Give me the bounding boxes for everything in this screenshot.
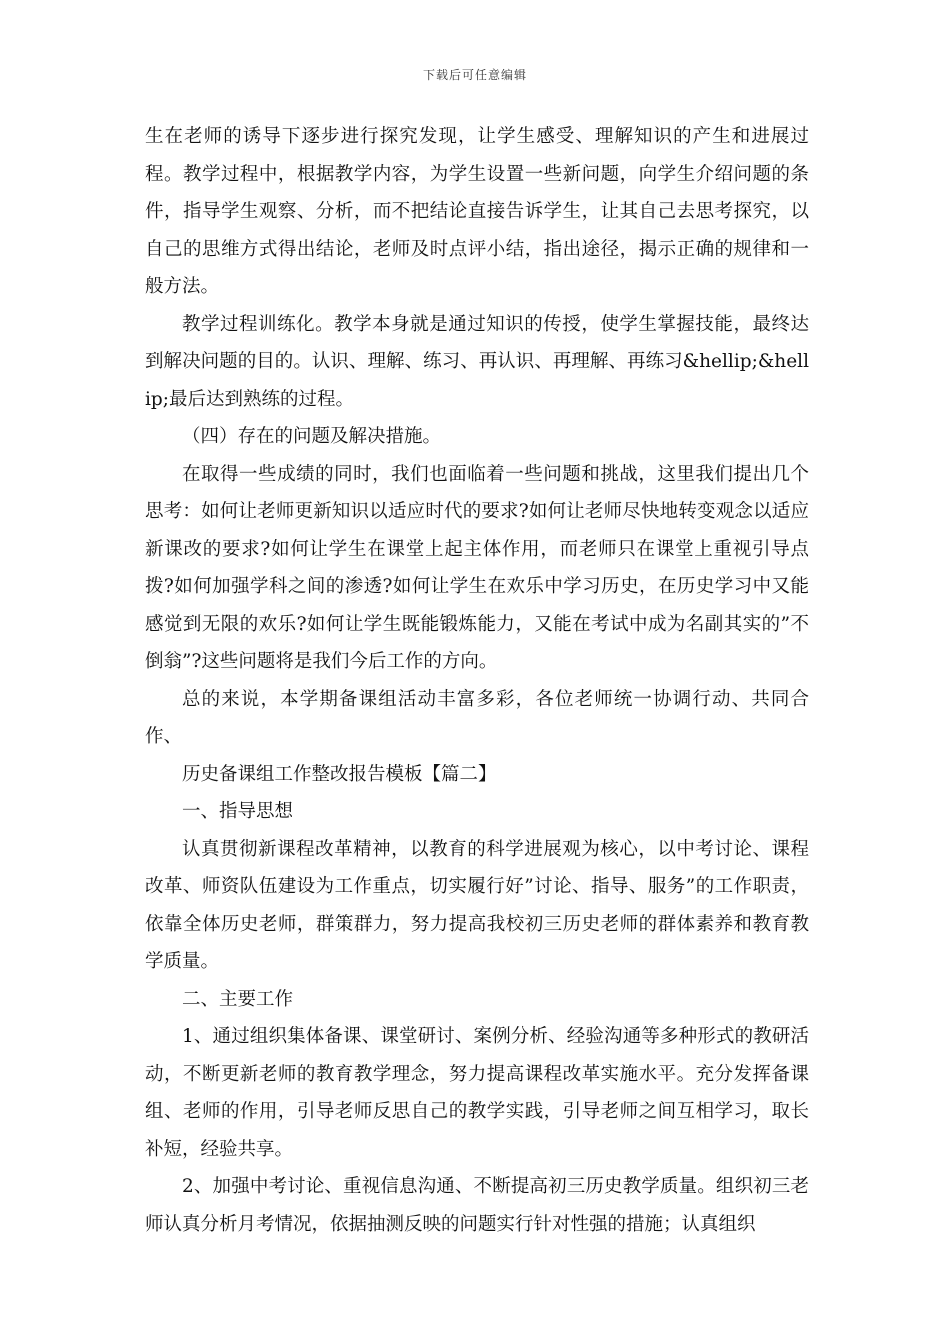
page-header: 下载后可任意编辑 [422, 68, 527, 82]
paragraph-work-item-1: 1、通过组织集体备课、课堂研讨、案例分析、经验沟通等多种形式的教研活动，不断更新老师的教育教学理念，努力提高课程改革实施水平。充分发挥备课组、老师的作用，引导老师反思自己的教学实践，引导老师之间互相学习，取长补短，经验共享。 [145, 1026, 809, 1160]
paragraph-guiding-thought: 认真贯彻新课程改革精神，以教育的科学进展观为核心，以中考讨论、课程改革、师资队伍建设为工作重点，切实履行好”讨论、指导、服务”的工作职责，依靠全体历史老师，群策群力，努力提高我校初三历史老师的群体素养和教育教学质量。 [145, 838, 809, 972]
paragraph-continuation: 生在老师的诱导下逐步进行探究发现，让学生感受、理解知识的产生和进展过程。教学过程中，根据教学内容，为学生设置一些新问题，向学生介绍问题的条件，指导学生观察、分析，而不把结论直接告诉学生，让其自己去思考探究，以自己的思维方式得出结论，老师及时点评小结，指出途径，揭示正确的规律和一般方法。 [145, 126, 809, 297]
paragraph-work-item-2: 2、加强中考讨论、重视信息沟通、不断提高初三历史教学质量。组织初三老师认真分析月考情况，依据抽测反映的问题实行针对性强的措施；认真组织 [145, 1176, 809, 1235]
section-heading-main-work: 二、主要工作 [182, 988, 294, 1010]
section-heading-problems: （四）存在的问题及解决措施。 [182, 426, 442, 447]
paragraph-summary: 总的来说，本学期备课组活动丰富多彩，各位老师统一协调行动、共同合作、 [145, 688, 809, 747]
section-heading-guiding-thought: 一、指导思想 [182, 801, 294, 822]
article-title-part-two: 历史备课组工作整改报告模板【篇二】 [182, 763, 497, 785]
paragraph-training: 教学过程训练化。教学本身就是通过知识的传授，使学生掌握技能，最终达到解决问题的目的。认识、理解、练习、再认识、再理解、再练习&hellip;&hellip;最后达到熟练的过程。 [145, 313, 809, 410]
paragraph-challenges: 在取得一些成绩的同时，我们也面临着一些问题和挑战，这里我们提出几个思考：如何让老师更新知识以适应时代的要求?如何让老师尽快地转变观念以适应新课改的要求?如何让学生在课堂上起主体作用，而老师只在课堂上重视引导点拨?如何加强学科之间的渗透?如何让学生在欢乐中学习历史，在历史学习中又能感觉到无限的欢乐?如何让学生既能锻炼能力，又能在考试中成为名副其实的”不倒翁”?这些问题将是我们今后工作的方向。 [145, 463, 809, 672]
document-body [145, 118, 809, 1243]
